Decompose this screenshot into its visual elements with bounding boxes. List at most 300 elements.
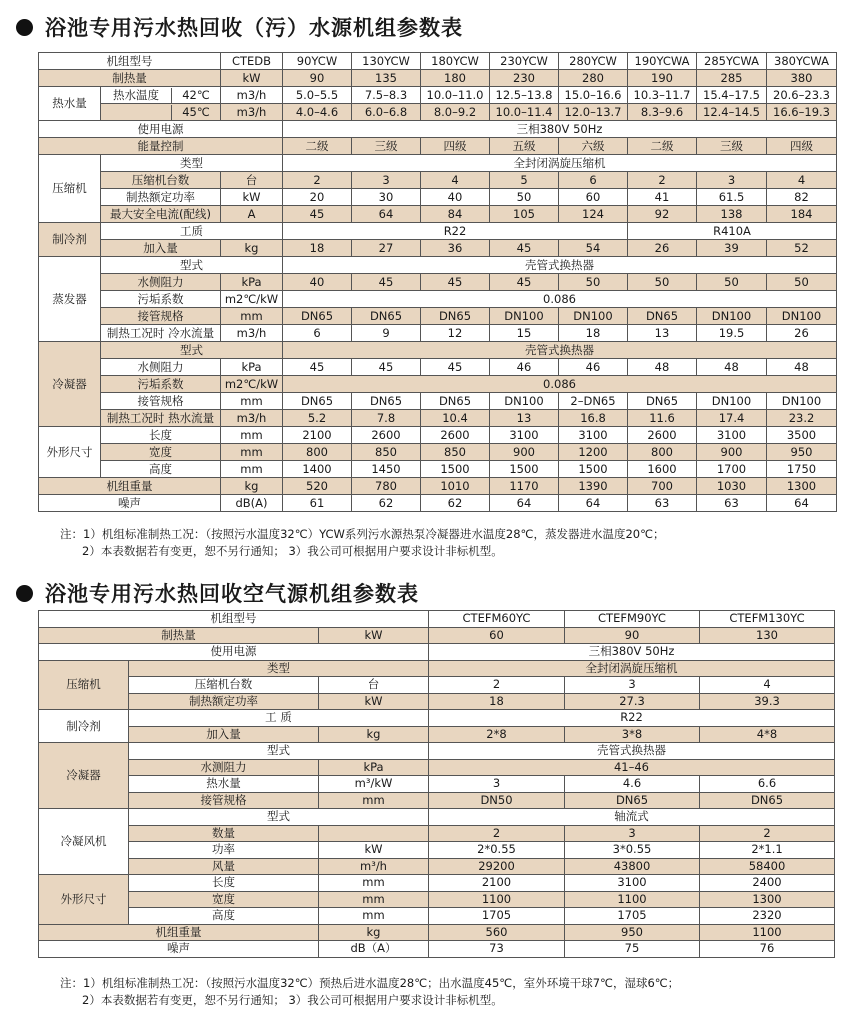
air-source-spec-table — [38, 610, 835, 958]
hot-water-sub — [101, 87, 221, 104]
unit-cell: m3/h — [221, 410, 283, 427]
table2-title — [16, 578, 419, 608]
value-cell: 27.3 — [565, 693, 700, 710]
value-cell: 92 — [628, 206, 697, 223]
value-cell: DN65 — [700, 792, 835, 809]
value-cell: 3100 — [697, 427, 767, 444]
length-row — [39, 427, 837, 444]
value-cell: 45 — [283, 206, 352, 223]
header-label: 机组型号 — [39, 611, 429, 628]
evaporator-fouling-row — [39, 291, 837, 308]
value-cell: 560 — [429, 924, 565, 941]
group-label: 制冷剂 — [39, 223, 101, 257]
bullet-icon — [16, 19, 33, 36]
compressor-current-row — [39, 206, 837, 223]
value-cell: 2600 — [628, 427, 697, 444]
value-cell: 二级 — [628, 138, 697, 155]
group-label: 外形尺寸 — [39, 875, 129, 925]
row-label: 型式 — [101, 342, 283, 359]
row-label: 制热工况时 热水流量 — [101, 410, 221, 427]
value-cell: 0.086 — [283, 376, 837, 393]
value-cell: 180 — [421, 70, 490, 87]
value-cell: DN100 — [767, 308, 837, 325]
row-label: 制热量 — [39, 627, 319, 644]
value-cell: 2 — [283, 172, 352, 189]
value-cell: DN65 — [352, 393, 421, 410]
unit-cell: kW — [221, 70, 283, 87]
value-cell: DN100 — [767, 393, 837, 410]
unit-cell: m2℃/kW — [221, 376, 283, 393]
value-cell: 62 — [352, 495, 421, 512]
value-cell: 52 — [767, 240, 837, 257]
value-cell: 58400 — [700, 858, 835, 875]
unit-cell: m3/h — [221, 325, 283, 342]
value-cell: 15.0–16.6 — [559, 87, 628, 104]
unit-cell: kPa — [221, 274, 283, 291]
note-line: 2）本表数据若有变更，恕不另行通知； 3）我公司可根据用户要求设计非标机型。 — [82, 544, 503, 558]
model-cell: CTEFM60YC — [429, 611, 565, 628]
unit-cell: kW — [319, 693, 429, 710]
row-label: 型式 — [129, 743, 429, 760]
value-cell: 138 — [697, 206, 767, 223]
water-source-spec-table — [38, 52, 837, 512]
refrigerant-medium-row — [39, 223, 837, 240]
unit-cell: m2℃/kW — [221, 291, 283, 308]
value-cell: 4*8 — [700, 726, 835, 743]
value-cell: 46 — [559, 359, 628, 376]
value-cell: 5 — [490, 172, 559, 189]
value-cell: 1600 — [628, 461, 697, 478]
value-cell: 285 — [697, 70, 767, 87]
value-cell: 五级 — [490, 138, 559, 155]
compressor-power-row — [39, 693, 835, 710]
value-cell: 26 — [767, 325, 837, 342]
condenser-pipe-row — [39, 792, 835, 809]
value-cell: 1700 — [697, 461, 767, 478]
value-cell: 11.6 — [628, 410, 697, 427]
value-cell: 6 — [559, 172, 628, 189]
value-cell: 60 — [429, 627, 565, 644]
value-cell: 12.4–14.5 — [697, 104, 767, 121]
value-cell: 1500 — [559, 461, 628, 478]
compressor-type-row — [39, 155, 837, 172]
unit-cell: mm — [221, 461, 283, 478]
unit-cell — [319, 825, 429, 842]
value-cell: 二级 — [283, 138, 352, 155]
value-cell: 全封闭涡旋压缩机 — [429, 660, 835, 677]
value-cell: 41 — [628, 189, 697, 206]
power-supply-row — [39, 644, 835, 661]
value-cell: DN50 — [429, 792, 565, 809]
group-label: 冷凝器 — [39, 342, 101, 427]
model-cell: CTEFM130YC — [700, 611, 835, 628]
row-label: 数量 — [129, 825, 319, 842]
width-row — [39, 444, 837, 461]
value-cell: 8.0–9.2 — [421, 104, 490, 121]
unit-cell: kg — [319, 924, 429, 941]
value-cell: 64 — [490, 495, 559, 512]
value-cell: 230 — [490, 70, 559, 87]
condenser-type-row — [39, 743, 835, 760]
value-cell: 2–DN65 — [559, 393, 628, 410]
row-label: 类型 — [101, 155, 283, 172]
value-cell: 41–46 — [429, 759, 835, 776]
row-label: 压缩机台数 — [101, 172, 221, 189]
row-label: 水侧阻力 — [101, 359, 221, 376]
evaporator-flow-row — [39, 325, 837, 342]
value-cell: 62 — [421, 495, 490, 512]
unit-cell: kW — [319, 627, 429, 644]
heating-capacity-row — [39, 70, 837, 87]
model-cell: 280YCW — [559, 53, 628, 70]
value-cell: 850 — [352, 444, 421, 461]
value-cell: 3*8 — [565, 726, 700, 743]
table1-title-text: 浴池专用污水热回收（污）水源机组参数表 — [45, 16, 463, 40]
value-cell: 1100 — [429, 891, 565, 908]
value-cell: 48 — [697, 359, 767, 376]
value-cell: 64 — [767, 495, 837, 512]
evaporator-pipe-row — [39, 308, 837, 325]
row-label: 接管规格 — [129, 792, 319, 809]
value-cell: 2 — [429, 677, 565, 694]
value-cell: 3500 — [767, 427, 837, 444]
value-cell: 950 — [565, 924, 700, 941]
value-cell: 45 — [352, 274, 421, 291]
unit-cell: m³/h — [319, 858, 429, 875]
value-cell: 13 — [490, 410, 559, 427]
row-label: 制热额定功率 — [129, 693, 319, 710]
value-cell: 2100 — [429, 875, 565, 892]
value-cell: 20.6–23.3 — [767, 87, 837, 104]
value-cell: 45 — [490, 274, 559, 291]
condenser-water-row — [39, 776, 835, 793]
unit-cell: kW — [319, 842, 429, 859]
value-cell: DN65 — [628, 308, 697, 325]
value-cell: 50 — [628, 274, 697, 291]
hot-water-sub — [101, 104, 221, 121]
row-label: 压缩机台数 — [129, 677, 319, 694]
value-cell: 3 — [565, 677, 700, 694]
value-cell: 2400 — [700, 875, 835, 892]
value-cell: DN65 — [628, 393, 697, 410]
height-row — [39, 908, 835, 925]
value-cell: 2 — [628, 172, 697, 189]
row-label: 能量控制 — [39, 138, 283, 155]
unit-cell: 台 — [319, 677, 429, 694]
refrigerant-medium-row — [39, 710, 835, 727]
value-cell: 5.0–5.5 — [283, 87, 352, 104]
unit-cell: kg — [319, 726, 429, 743]
value-cell: 16.6–19.3 — [767, 104, 837, 121]
value-cell: 84 — [421, 206, 490, 223]
row-label: 噪声 — [39, 495, 221, 512]
value-cell: 2100 — [283, 427, 352, 444]
unit-cell: mm — [221, 308, 283, 325]
value-cell: 280 — [559, 70, 628, 87]
unit-cell: dB（A） — [319, 941, 429, 958]
compressor-power-row — [39, 189, 837, 206]
value-cell: 1100 — [565, 891, 700, 908]
value-cell: 7.5–8.3 — [352, 87, 421, 104]
refrigerant-charge-row — [39, 240, 837, 257]
value-cell: 1750 — [767, 461, 837, 478]
row-label: 接管规格 — [101, 393, 221, 410]
value-cell: 10.0–11.4 — [490, 104, 559, 121]
value-cell: 1100 — [700, 924, 835, 941]
condenser-resistance-row — [39, 759, 835, 776]
value-cell: 90 — [565, 627, 700, 644]
value-cell: 0.086 — [283, 291, 837, 308]
value-cell: 1300 — [767, 478, 837, 495]
compressor-type-row — [39, 660, 835, 677]
value-cell: 16.8 — [559, 410, 628, 427]
value-cell: DN65 — [283, 308, 352, 325]
value-cell: 19.5 — [697, 325, 767, 342]
row-label: 工 质 — [129, 710, 429, 727]
value-cell: 40 — [283, 274, 352, 291]
row-label: 长度 — [129, 875, 319, 892]
unit-cell: m³/kW — [319, 776, 429, 793]
value-cell: DN100 — [490, 393, 559, 410]
value-cell: 7.8 — [352, 410, 421, 427]
unit-cell: mm — [319, 875, 429, 892]
value-cell: 3 — [429, 776, 565, 793]
value-cell: 六级 — [559, 138, 628, 155]
value-cell: 1030 — [697, 478, 767, 495]
value-cell: 105 — [490, 206, 559, 223]
value-cell: 18 — [559, 325, 628, 342]
note-line: 注：1）机组标准制热工况：（按照污水温度32℃）YCW系列污水源热泵冷凝器进水温度28℃，蒸发器进水温度20℃； — [60, 527, 665, 541]
value-cell: 10.3–11.7 — [628, 87, 697, 104]
temp-label: 45℃ — [182, 104, 210, 119]
value-cell: 全封闭涡旋压缩机 — [283, 155, 837, 172]
value-cell: 124 — [559, 206, 628, 223]
model-cell: 285YCWA — [697, 53, 767, 70]
unit-cell: kg — [221, 240, 283, 257]
value-cell: R22 — [283, 223, 628, 240]
group-label: 外形尺寸 — [39, 427, 101, 478]
weight-row — [39, 478, 837, 495]
sub-label: 热水温度 — [101, 88, 172, 103]
value-cell: 64 — [352, 206, 421, 223]
unit-cell: m3/h — [221, 104, 283, 121]
value-cell: 1500 — [490, 461, 559, 478]
value-cell: 3*0.55 — [565, 842, 700, 859]
fan-power-row — [39, 842, 835, 859]
unit-cell: mm — [319, 792, 429, 809]
value-cell: 6.0–6.8 — [352, 104, 421, 121]
value-cell: 1300 — [700, 891, 835, 908]
height-row — [39, 461, 837, 478]
unit-cell: kPa — [319, 759, 429, 776]
value-cell: 61 — [283, 495, 352, 512]
value-cell: 13 — [628, 325, 697, 342]
noise-row — [39, 495, 837, 512]
row-label: 加入量 — [101, 240, 221, 257]
value-cell: 10.0–11.0 — [421, 87, 490, 104]
value-cell: DN100 — [559, 308, 628, 325]
value-cell: 90 — [283, 70, 352, 87]
value-cell: 900 — [697, 444, 767, 461]
bullet-icon — [16, 585, 33, 602]
fan-count-row — [39, 825, 835, 842]
header-unit: CTEDB — [221, 53, 283, 70]
header-row — [39, 611, 835, 628]
value-cell: 1705 — [565, 908, 700, 925]
condenser-fouling-row — [39, 376, 837, 393]
row-label: 宽度 — [101, 444, 221, 461]
value-cell: 50 — [559, 274, 628, 291]
value-cell: 800 — [628, 444, 697, 461]
value-cell: 2*1.1 — [700, 842, 835, 859]
row-label: 加入量 — [129, 726, 319, 743]
value-cell: 45 — [421, 274, 490, 291]
value-cell: R410A — [628, 223, 837, 240]
row-label: 工质 — [101, 223, 283, 240]
table1-notes — [60, 526, 665, 560]
value-cell: 76 — [700, 941, 835, 958]
value-cell: 60 — [559, 189, 628, 206]
row-label: 风量 — [129, 858, 319, 875]
value-cell: 4 — [700, 677, 835, 694]
refrigerant-charge-row — [39, 726, 835, 743]
length-row — [39, 875, 835, 892]
value-cell: 780 — [352, 478, 421, 495]
model-cell: 90YCW — [283, 53, 352, 70]
value-cell: 800 — [283, 444, 352, 461]
model-cell: 380YCWA — [767, 53, 837, 70]
value-cell: 6 — [283, 325, 352, 342]
value-cell: 30 — [352, 189, 421, 206]
model-cell: 230YCW — [490, 53, 559, 70]
group-label: 压缩机 — [39, 155, 101, 223]
row-label: 制热额定功率 — [101, 189, 221, 206]
header-label: 机组型号 — [39, 53, 221, 70]
value-cell: 4 — [421, 172, 490, 189]
value-cell: DN65 — [421, 308, 490, 325]
row-label: 水侧阻力 — [101, 274, 221, 291]
unit-cell: kPa — [221, 359, 283, 376]
evaporator-resistance-row — [39, 274, 837, 291]
value-cell: 39 — [697, 240, 767, 257]
hot-water-42-row — [39, 87, 837, 104]
condenser-pipe-row — [39, 393, 837, 410]
value-cell: 135 — [352, 70, 421, 87]
row-label: 接管规格 — [101, 308, 221, 325]
value-cell: DN65 — [565, 792, 700, 809]
value-cell: 2*0.55 — [429, 842, 565, 859]
value-cell: 20 — [283, 189, 352, 206]
value-cell: 四级 — [767, 138, 837, 155]
value-cell: 48 — [767, 359, 837, 376]
note-line: 注：1）机组标准制热工况：（按照污水温度32℃）预热后进水温度28℃；出水温度45℃，室外环境干球7℃，湿球6℃； — [60, 976, 680, 990]
unit-cell: kW — [221, 189, 283, 206]
value-cell: 45 — [490, 240, 559, 257]
value-cell: 1705 — [429, 908, 565, 925]
table2-title-text: 浴池专用污水热回收空气源机组参数表 — [45, 582, 419, 606]
value-cell: 39.3 — [700, 693, 835, 710]
row-label: 型式 — [129, 809, 429, 826]
value-cell: 46 — [490, 359, 559, 376]
value-cell: 4.0–4.6 — [283, 104, 352, 121]
row-label: 热水量 — [129, 776, 319, 793]
value-cell: 1170 — [490, 478, 559, 495]
heating-capacity-row — [39, 627, 835, 644]
value-cell: 8.3–9.6 — [628, 104, 697, 121]
value-cell: 壳管式换热器 — [429, 743, 835, 760]
value-cell: 1450 — [352, 461, 421, 478]
value-cell: 1500 — [421, 461, 490, 478]
group-label: 热水量 — [39, 87, 101, 121]
value-cell: 36 — [421, 240, 490, 257]
sub-spacer — [101, 105, 172, 120]
value-cell: 4 — [767, 172, 837, 189]
value-cell: 45 — [352, 359, 421, 376]
value-cell: 50 — [767, 274, 837, 291]
header-row — [39, 53, 837, 70]
compressor-count-row — [39, 677, 835, 694]
value-cell: 82 — [767, 189, 837, 206]
value-cell: 10.4 — [421, 410, 490, 427]
group-label: 蒸发器 — [39, 257, 101, 342]
value-cell: 73 — [429, 941, 565, 958]
unit-cell: 台 — [221, 172, 283, 189]
value-cell: 15 — [490, 325, 559, 342]
value-cell: 壳管式换热器 — [283, 257, 837, 274]
value-cell: 2600 — [352, 427, 421, 444]
value-cell: R22 — [429, 710, 835, 727]
hot-water-45-row — [39, 104, 837, 121]
value-cell: 48 — [628, 359, 697, 376]
condenser-resistance-row — [39, 359, 837, 376]
value-cell: 900 — [490, 444, 559, 461]
note-line: 2）本表数据若有变更，恕不另行通知； 3）我公司可根据用户要求设计非标机型。 — [82, 993, 503, 1007]
value-cell: 1200 — [559, 444, 628, 461]
value-cell: 4.6 — [565, 776, 700, 793]
value-cell: 12.5–13.8 — [490, 87, 559, 104]
value-cell: 1010 — [421, 478, 490, 495]
value-cell: 190 — [628, 70, 697, 87]
noise-row — [39, 941, 835, 958]
model-cell: 130YCW — [352, 53, 421, 70]
fan-airflow-row — [39, 858, 835, 875]
value-cell: 3 — [352, 172, 421, 189]
unit-cell: mm — [319, 891, 429, 908]
value-cell: 2 — [429, 825, 565, 842]
value-cell: DN100 — [697, 308, 767, 325]
value-cell: 三级 — [352, 138, 421, 155]
value-cell: 130 — [700, 627, 835, 644]
value-cell: DN100 — [697, 393, 767, 410]
value-cell: DN100 — [490, 308, 559, 325]
value-cell: DN65 — [352, 308, 421, 325]
value-cell: 12 — [421, 325, 490, 342]
value-cell: 2 — [700, 825, 835, 842]
value-cell: 18 — [429, 693, 565, 710]
value-cell: DN65 — [283, 393, 352, 410]
value-cell: 43800 — [565, 858, 700, 875]
row-label: 型式 — [101, 257, 283, 274]
row-label: 长度 — [101, 427, 221, 444]
value-cell: 四级 — [421, 138, 490, 155]
value-cell: 6.6 — [700, 776, 835, 793]
value-cell: 2*8 — [429, 726, 565, 743]
row-label: 机组重量 — [39, 478, 221, 495]
value-cell: 64 — [559, 495, 628, 512]
row-label: 机组重量 — [39, 924, 319, 941]
temp-label: 42℃ — [182, 87, 210, 102]
value-cell: 54 — [559, 240, 628, 257]
